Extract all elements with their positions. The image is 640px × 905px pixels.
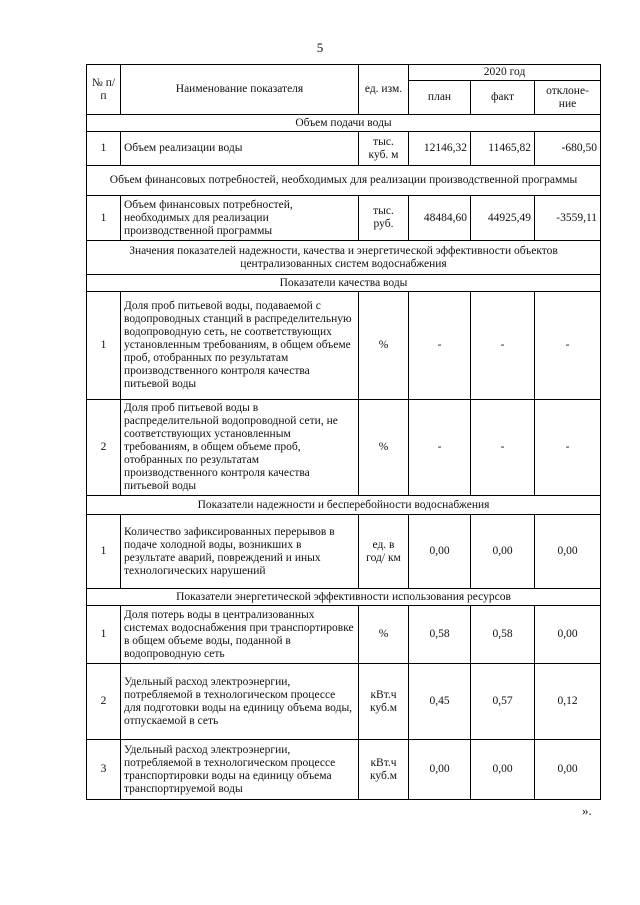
header-fact: факт bbox=[471, 81, 535, 115]
row-deviation: 0,12 bbox=[535, 664, 601, 740]
header-unit: ед. изм. bbox=[359, 65, 409, 115]
row-unit: тыс. куб. м bbox=[359, 132, 409, 166]
row-deviation: -3559,11 bbox=[535, 196, 601, 241]
row-unit: % bbox=[359, 292, 409, 400]
row-unit: кВт.ч куб.м bbox=[359, 664, 409, 740]
row-plan: 0,45 bbox=[409, 664, 471, 740]
row-plan: 12146,32 bbox=[409, 132, 471, 166]
row-fact: 11465,82 bbox=[471, 132, 535, 166]
header-num: № п/п bbox=[87, 65, 121, 115]
row-name: Объем реализации воды bbox=[121, 132, 359, 166]
section-row bbox=[87, 241, 601, 275]
table-row bbox=[87, 664, 601, 740]
closing-quote: ». bbox=[582, 803, 592, 818]
table-row bbox=[87, 606, 601, 664]
row-number: 1 bbox=[87, 292, 121, 400]
row-unit: кВт.ч куб.м bbox=[359, 740, 409, 800]
header-year: 2020 год bbox=[409, 65, 601, 81]
row-unit: % bbox=[359, 400, 409, 496]
row-deviation: -680,50 bbox=[535, 132, 601, 166]
indicators-table bbox=[86, 64, 601, 800]
header-row-1 bbox=[87, 65, 601, 81]
section-row bbox=[87, 275, 601, 292]
row-name: Количество зафиксированных перерывов в подаче холодной воды, возникших в результате аварий, повреждений и иных технологических нарушений bbox=[121, 515, 359, 589]
row-unit: ед. в год/ км bbox=[359, 515, 409, 589]
section-title: Значения показателей надежности, качества и энергетической эффективности объектов централизованных систем водоснабжения bbox=[87, 241, 601, 275]
section-row bbox=[87, 166, 601, 196]
row-number: 2 bbox=[87, 664, 121, 740]
row-plan: 0,00 bbox=[409, 740, 471, 800]
row-unit: тыс. руб. bbox=[359, 196, 409, 241]
row-name: Удельный расход электроэнергии, потребляемой в технологическом процессе для подготовки воды на единицу объема воды, отпускаемой в сеть bbox=[121, 664, 359, 740]
table-row bbox=[87, 196, 601, 241]
header-name: Наименование показателя bbox=[121, 65, 359, 115]
row-deviation: 0,00 bbox=[535, 515, 601, 589]
page-number: 5 bbox=[316, 40, 324, 55]
section-row bbox=[87, 496, 601, 515]
section-row bbox=[87, 589, 601, 606]
row-name: Доля потерь воды в централизованных системах водоснабжения при транспортировке в общем объеме воды, поданной в водопроводную сеть bbox=[121, 606, 359, 664]
section-title: Объем финансовых потребностей, необходимых для реализации производственной программы bbox=[87, 166, 601, 196]
row-deviation: - bbox=[535, 400, 601, 496]
table-row bbox=[87, 400, 601, 496]
row-fact: 0,58 bbox=[471, 606, 535, 664]
row-number: 3 bbox=[87, 740, 121, 800]
row-number: 1 bbox=[87, 606, 121, 664]
row-plan: 0,00 bbox=[409, 515, 471, 589]
section-title: Объем подачи воды bbox=[87, 115, 601, 132]
header-deviation: отклоне-ние bbox=[535, 81, 601, 115]
row-name: Доля проб питьевой воды, подаваемой с водопроводных станций в распределительную водопроводную сеть, не соответствующих установленным требованиям, в общем объеме проб, отобранных по результатам производственного контроля качества питьевой воды bbox=[121, 292, 359, 400]
row-deviation: - bbox=[535, 292, 601, 400]
section-title: Показатели энергетической эффективности использования ресурсов bbox=[87, 589, 601, 606]
row-number: 1 bbox=[87, 196, 121, 241]
row-plan: - bbox=[409, 400, 471, 496]
row-plan: - bbox=[409, 292, 471, 400]
row-unit: % bbox=[359, 606, 409, 664]
table-row bbox=[87, 515, 601, 589]
header-plan: план bbox=[409, 81, 471, 115]
row-name: Доля проб питьевой воды в распределительной водопроводной сети, не соответствующих установленным требованиям, в общем объеме проб, отобранных по результатам производственного контроля качества питьевой воды bbox=[121, 400, 359, 496]
row-fact: 0,57 bbox=[471, 664, 535, 740]
row-fact: 0,00 bbox=[471, 515, 535, 589]
section-title: Показатели надежности и бесперебойности водоснабжения bbox=[87, 496, 601, 515]
row-number: 2 bbox=[87, 400, 121, 496]
table-row bbox=[87, 740, 601, 800]
row-plan: 0,58 bbox=[409, 606, 471, 664]
row-deviation: 0,00 bbox=[535, 606, 601, 664]
section-row bbox=[87, 115, 601, 132]
section-title: Показатели качества воды bbox=[87, 275, 601, 292]
table-row bbox=[87, 292, 601, 400]
row-fact: - bbox=[471, 292, 535, 400]
row-number: 1 bbox=[87, 132, 121, 166]
row-plan: 48484,60 bbox=[409, 196, 471, 241]
row-name: Удельный расход электроэнергии, потребляемой в технологическом процессе транспортировки воды на единицу объема транспортируемой воды bbox=[121, 740, 359, 800]
table-row bbox=[87, 132, 601, 166]
row-fact: - bbox=[471, 400, 535, 496]
row-name: Объем финансовых потребностей, необходимых для реализации производственной программы bbox=[121, 196, 359, 241]
row-deviation: 0,00 bbox=[535, 740, 601, 800]
row-number: 1 bbox=[87, 515, 121, 589]
row-fact: 0,00 bbox=[471, 740, 535, 800]
row-fact: 44925,49 bbox=[471, 196, 535, 241]
